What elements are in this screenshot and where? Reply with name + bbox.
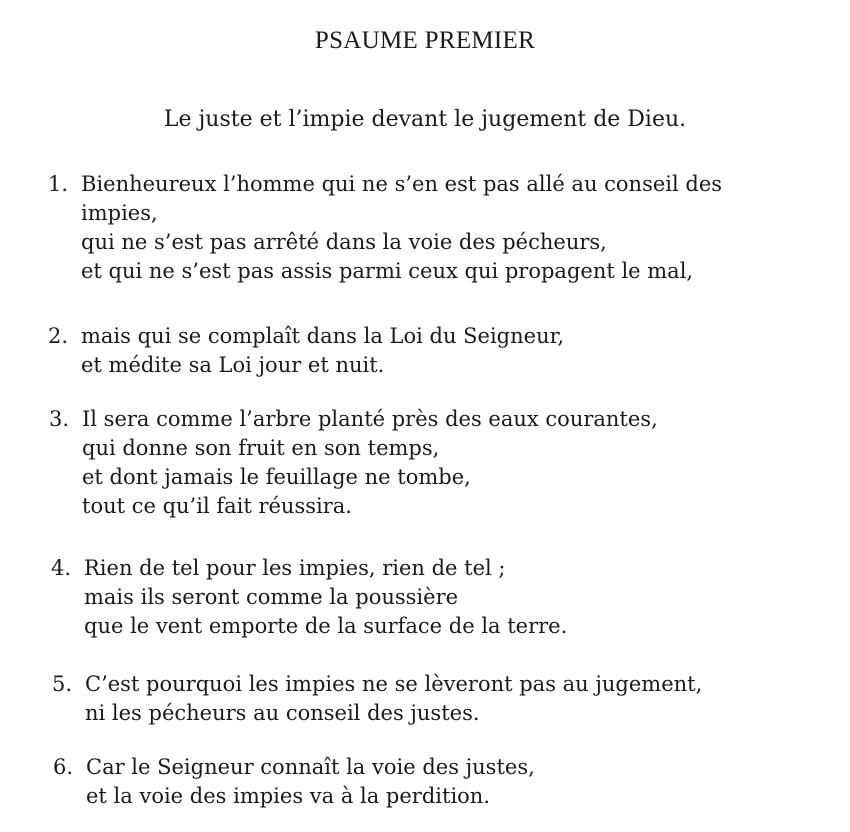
verse-line: et la voie des impies va à la perdition. <box>86 784 491 808</box>
verse-number: 2. <box>48 324 69 348</box>
verse-line: impies, <box>81 201 158 225</box>
verse-line: que le vent emporte de la surface de la terre. <box>84 614 568 638</box>
verse-number: 6. <box>53 755 74 779</box>
verse-number: 3. <box>49 407 70 431</box>
psalm-subtitle: Le juste et l’impie devant le jugement de Dieu. <box>163 107 687 132</box>
verse-line: qui donne son fruit en son temps, <box>82 436 440 460</box>
verse-line: ni les pécheurs au conseil des justes. <box>85 701 480 725</box>
verse-number: 4. <box>51 556 72 580</box>
verse-line: C’est pourquoi les impies ne se lèveront pas au jugement, <box>85 672 703 696</box>
verse-line: et qui ne s’est pas assis parmi ceux qui propagent le mal, <box>81 259 694 283</box>
verse-line: et dont jamais le feuillage ne tombe, <box>82 465 471 489</box>
verse-line: tout ce qu’il fait réussira. <box>82 494 352 518</box>
verse-line: Bienheureux l’homme qui ne s’en est pas allé au conseil des <box>81 172 723 196</box>
verse-number: 1. <box>48 172 69 196</box>
verse-line: mais qui se complaît dans la Loi du Seigneur, <box>81 324 564 348</box>
verse-line: et médite sa Loi jour et nuit. <box>81 353 385 377</box>
verse-line: Car le Seigneur connaît la voie des justes, <box>86 755 535 779</box>
psalm-title: PSAUME PREMIER <box>314 27 536 54</box>
verse-line: Il sera comme l’arbre planté près des eaux courantes, <box>82 407 658 431</box>
verse-line: mais ils seront comme la poussière <box>84 585 459 609</box>
verse-line: qui ne s’est pas arrêté dans la voie des pécheurs, <box>81 230 607 254</box>
verse-line: Rien de tel pour les impies, rien de tel ; <box>84 556 506 580</box>
verse-number: 5. <box>52 672 73 696</box>
